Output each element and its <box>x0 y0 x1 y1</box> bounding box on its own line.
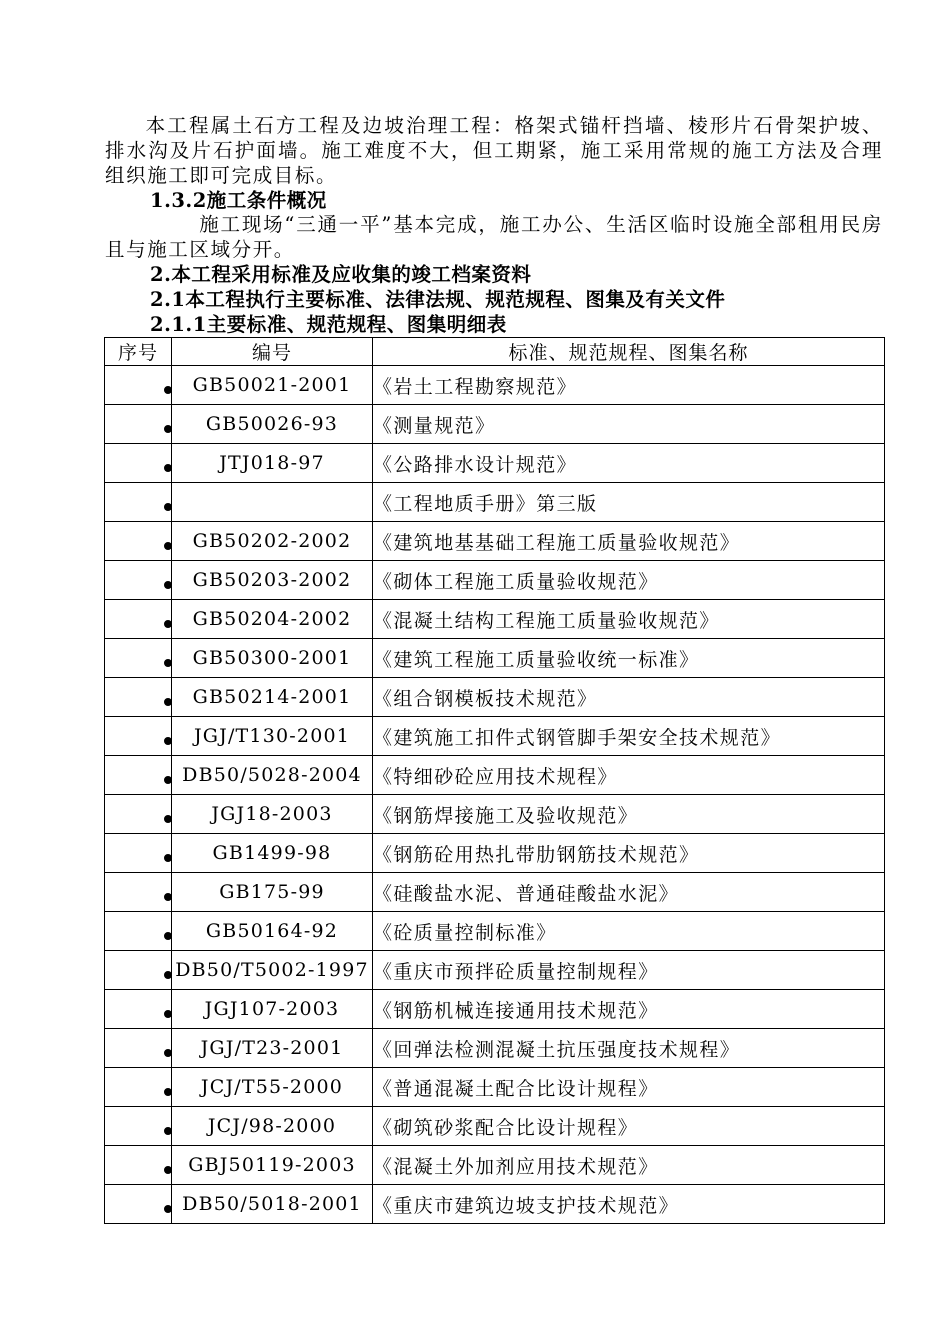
table-row <box>105 756 885 795</box>
table-row <box>105 795 885 834</box>
table-row <box>105 873 885 912</box>
table-row <box>105 1107 885 1146</box>
name-cell: 《砼质量控制标准》 <box>373 912 885 951</box>
header-code: 编号 <box>172 338 373 366</box>
seq-cell <box>105 756 172 795</box>
heading-2: 2.本工程采用标准及应收集的竣工档案资料 <box>150 263 532 286</box>
name-cell: 《重庆市预拌砼质量控制规程》 <box>373 951 885 990</box>
seq-cell <box>105 1185 172 1224</box>
name-cell: 《测量规范》 <box>373 405 885 444</box>
seq-cell <box>105 1146 172 1185</box>
bullet-icon <box>164 1088 172 1096</box>
code-cell: GB50203-2002 <box>172 561 373 600</box>
code-cell: GB50164-92 <box>172 912 373 951</box>
table-row <box>105 1029 885 1068</box>
seq-cell <box>105 678 172 717</box>
heading-1-3-2: 1.3.2施工条件概况 <box>150 189 327 212</box>
seq-cell <box>105 366 172 405</box>
table-row <box>105 912 885 951</box>
standards-table <box>104 337 885 1224</box>
name-cell: 《普通混凝土配合比设计规程》 <box>373 1068 885 1107</box>
seq-cell <box>105 834 172 873</box>
code-cell <box>172 483 373 522</box>
code-cell: JCJ/T55-2000 <box>172 1068 373 1107</box>
seq-cell <box>105 405 172 444</box>
bullet-icon <box>164 659 172 667</box>
bullet-icon <box>164 698 172 706</box>
seq-cell <box>105 795 172 834</box>
table-row <box>105 717 885 756</box>
bullet-icon <box>164 620 172 628</box>
name-cell: 《混凝土结构工程施工质量验收规范》 <box>373 600 885 639</box>
name-cell: 《砌体工程施工质量验收规范》 <box>373 561 885 600</box>
table-row <box>105 561 885 600</box>
code-cell: GB50214-2001 <box>172 678 373 717</box>
code-cell: JCJ/98-2000 <box>172 1107 373 1146</box>
table-row <box>105 1068 885 1107</box>
name-cell: 《混凝土外加剂应用技术规范》 <box>373 1146 885 1185</box>
name-cell: 《钢筋砼用热扎带肋钢筋技术规范》 <box>373 834 885 873</box>
name-cell: 《特细砂砼应用技术规程》 <box>373 756 885 795</box>
bullet-icon <box>164 581 172 589</box>
seq-cell <box>105 444 172 483</box>
code-cell: JGJ/T130-2001 <box>172 717 373 756</box>
name-cell: 《重庆市建筑边坡支护技术规范》 <box>373 1185 885 1224</box>
name-cell: 《建筑施工扣件式钢管脚手架安全技术规范》 <box>373 717 885 756</box>
table-row <box>105 990 885 1029</box>
code-cell: GB1499-98 <box>172 834 373 873</box>
table-row <box>105 444 885 483</box>
seq-cell <box>105 717 172 756</box>
bullet-icon <box>164 776 172 784</box>
name-cell: 《建筑工程施工质量验收统一标准》 <box>373 639 885 678</box>
code-cell: JTJ018-97 <box>172 444 373 483</box>
name-cell: 《组合钢模板技术规范》 <box>373 678 885 717</box>
table-row <box>105 483 885 522</box>
code-cell: GB50204-2002 <box>172 600 373 639</box>
table-row <box>105 405 885 444</box>
name-cell: 《砌筑砂浆配合比设计规程》 <box>373 1107 885 1146</box>
seq-cell <box>105 951 172 990</box>
bullet-icon <box>164 503 172 511</box>
code-cell: DB50/5028-2004 <box>172 756 373 795</box>
seq-cell <box>105 600 172 639</box>
table-row <box>105 366 885 405</box>
bullet-icon <box>164 737 172 745</box>
code-cell: GB50300-2001 <box>172 639 373 678</box>
bullet-icon <box>164 1049 172 1057</box>
bullet-icon <box>164 971 172 979</box>
seq-cell <box>105 1029 172 1068</box>
bullet-icon <box>164 1166 172 1174</box>
seq-cell <box>105 522 172 561</box>
bullet-icon <box>164 425 172 433</box>
bullet-icon <box>164 893 172 901</box>
bullet-icon <box>164 542 172 550</box>
bullet-icon <box>164 464 172 472</box>
name-cell: 《硅酸盐水泥、普通硅酸盐水泥》 <box>373 873 885 912</box>
heading-2-1: 2.1本工程执行主要标准、法律法规、规范规程、图集及有关文件 <box>150 288 726 311</box>
table-row <box>105 1146 885 1185</box>
seq-cell <box>105 639 172 678</box>
name-cell: 《回弹法检测混凝土抗压强度技术规程》 <box>373 1029 885 1068</box>
table-row <box>105 951 885 990</box>
table-row <box>105 834 885 873</box>
bullet-icon <box>164 1010 172 1018</box>
table-row <box>105 678 885 717</box>
seq-cell <box>105 1107 172 1146</box>
code-cell: GB50202-2002 <box>172 522 373 561</box>
name-cell: 《公路排水设计规范》 <box>373 444 885 483</box>
bullet-icon <box>164 1127 172 1135</box>
seq-cell <box>105 483 172 522</box>
conditions-paragraph: 施工现场“三通一平”基本完成，施工办公、生活区临时设施全部租用民房且与施工区域分开。 <box>105 213 883 261</box>
code-cell: GB50021-2001 <box>172 366 373 405</box>
code-cell: DB50/5018-2001 <box>172 1185 373 1224</box>
code-cell: GB50026-93 <box>172 405 373 444</box>
header-name: 标准、规范规程、图集名称 <box>373 338 885 366</box>
table-row <box>105 639 885 678</box>
seq-cell <box>105 1068 172 1107</box>
intro-paragraph: 本工程属土石方工程及边坡治理工程：格架式锚杆挡墙、棱形片石骨架护坡、排水沟及片石护面墙。施工难度不大，但工期紧，施工采用常规的施工方法及合理组织施工即可完成目标。 <box>105 114 883 187</box>
seq-cell <box>105 561 172 600</box>
name-cell: 《建筑地基基础工程施工质量验收规范》 <box>373 522 885 561</box>
code-cell: DB50/T5002-1997 <box>172 951 373 990</box>
seq-cell <box>105 873 172 912</box>
code-cell: JGJ/T23-2001 <box>172 1029 373 1068</box>
table-row <box>105 522 885 561</box>
code-cell: GBJ50119-2003 <box>172 1146 373 1185</box>
bullet-icon <box>164 386 172 394</box>
bullet-icon <box>164 932 172 940</box>
name-cell: 《工程地质手册》第三版 <box>373 483 885 522</box>
name-cell: 《钢筋焊接施工及验收规范》 <box>373 795 885 834</box>
code-cell: JGJ18-2003 <box>172 795 373 834</box>
table-header-row <box>105 338 885 366</box>
code-cell: JGJ107-2003 <box>172 990 373 1029</box>
bullet-icon <box>164 815 172 823</box>
name-cell: 《钢筋机械连接通用技术规范》 <box>373 990 885 1029</box>
seq-cell <box>105 990 172 1029</box>
header-seq: 序号 <box>105 338 172 366</box>
bullet-icon <box>164 854 172 862</box>
code-cell: GB175-99 <box>172 873 373 912</box>
seq-cell <box>105 912 172 951</box>
table-row <box>105 1185 885 1224</box>
heading-2-1-1: 2.1.1主要标准、规范规程、图集明细表 <box>150 313 507 336</box>
table-row <box>105 600 885 639</box>
bullet-icon <box>164 1205 172 1213</box>
name-cell: 《岩土工程勘察规范》 <box>373 366 885 405</box>
